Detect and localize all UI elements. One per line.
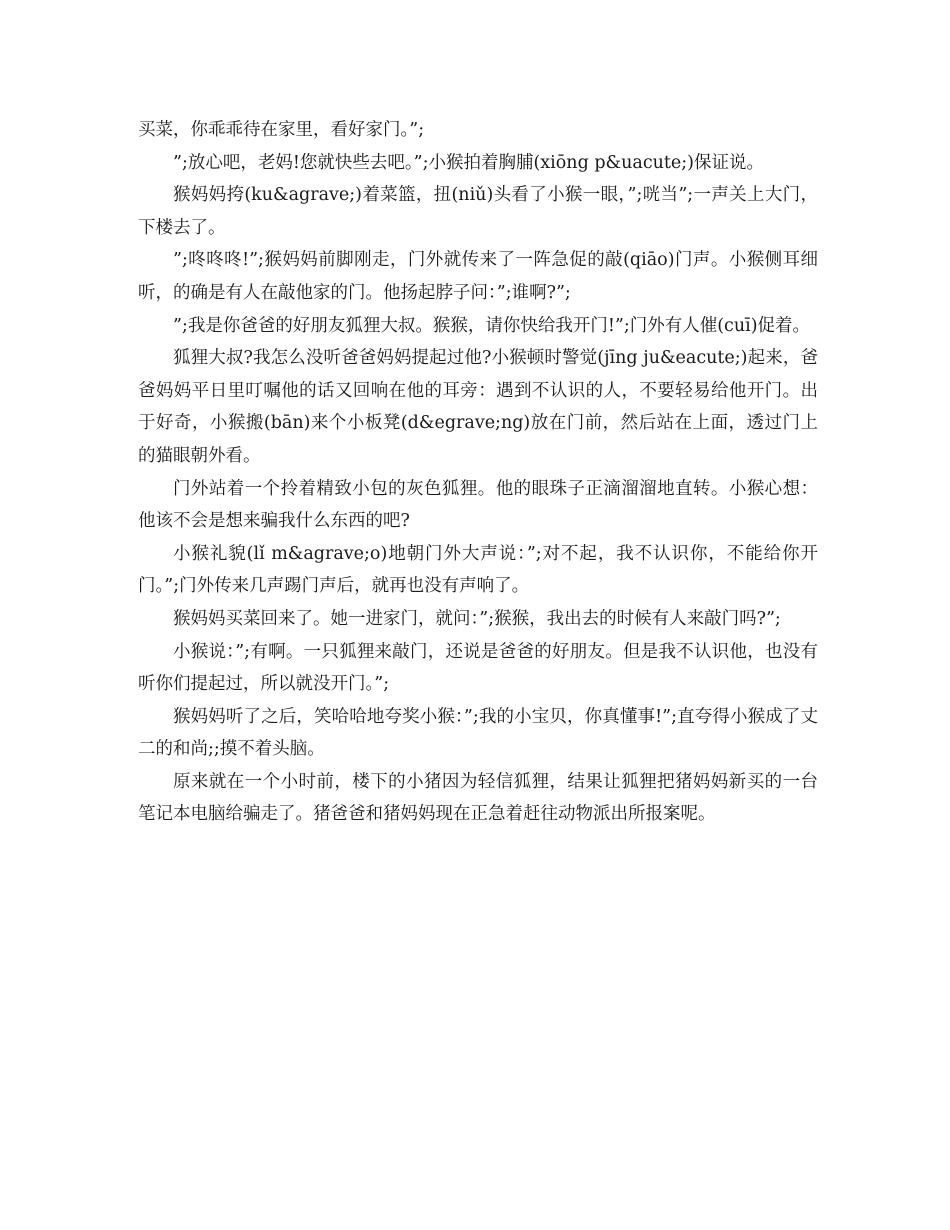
paragraph: 猴妈妈挎(ku&agrave;)着菜篮，扭(niǔ)头看了小猴一眼，”;咣当”;一声关上大门，下楼去了。 bbox=[138, 185, 818, 238]
paragraph: 猴妈妈买菜回来了。她一进家门，就问：”;猴猴，我出去的时候有人来敲门吗?”; bbox=[173, 608, 781, 629]
paragraph: 小猴礼貌(lǐ m&agrave;o)地朝门外大声说：”;对不起，我不认识你，不能给你开门。”;门外传来几声踢门声后，就再也没有声响了。 bbox=[138, 543, 818, 597]
paragraph: 门外站着一个拎着精致小包的灰色狐狸。他的眼珠子正滴溜溜地直转。小猴心想：他该不会是想来骗我什么东西的吧? bbox=[138, 478, 818, 532]
paragraph: ”;我是你爸爸的好朋友狐狸大叔。猴猴，请你快给我开门!”;门外有人催(cuī)促着。 bbox=[173, 315, 811, 336]
document-body bbox=[138, 114, 818, 831]
paragraph: ”;咚咚咚!”;猴妈妈前脚刚走，门外就传来了一阵急促的敲(qiāo)门声。小猴侧耳细听，的确是有人在敲他家的门。他扬起脖子问：”;谁啊?”; bbox=[138, 250, 818, 303]
paragraph: 小猴说：”;有啊。一只狐狸来敲门，还说是爸爸的好朋友。但是我不认识他，也没有听你们提起过，所以就没开门。”; bbox=[138, 641, 818, 695]
paragraph: 买菜，你乖乖待在家里，看好家门。”; bbox=[138, 120, 425, 140]
paragraph: 猴妈妈听了之后，笑哈哈地夸奖小猴：”;我的小宝贝，你真懂事!”;直夸得小猴成了丈二的和尚;;摸不着头脑。 bbox=[138, 706, 818, 760]
paragraph: 狐狸大叔?我怎么没听爸爸妈妈提起过他?小猴顿时警觉(jīng ju&eacute;)起来，爸爸妈妈平日里叮嘱他的话又回响在他的耳旁：遇到不认识的人，不要轻易给他开门。出于好奇，小猴搬(bān)来个小板凳(d&egrave;ng)放在门前，然后站在上面，透过门上的猫眼朝外看。 bbox=[138, 348, 818, 466]
paragraph: 原来就在一个小时前，楼下的小猪因为轻信狐狸，结果让狐狸把猪妈妈新买的一台笔记本电脑给骗走了。猪爸爸和猪妈妈现在正急着赶往动物派出所报案呢。 bbox=[138, 771, 818, 825]
paragraph: ”;放心吧，老妈!您就快些去吧。”;小猴拍着胸脯(xiōng p&uacute;)保证说。 bbox=[173, 152, 764, 173]
